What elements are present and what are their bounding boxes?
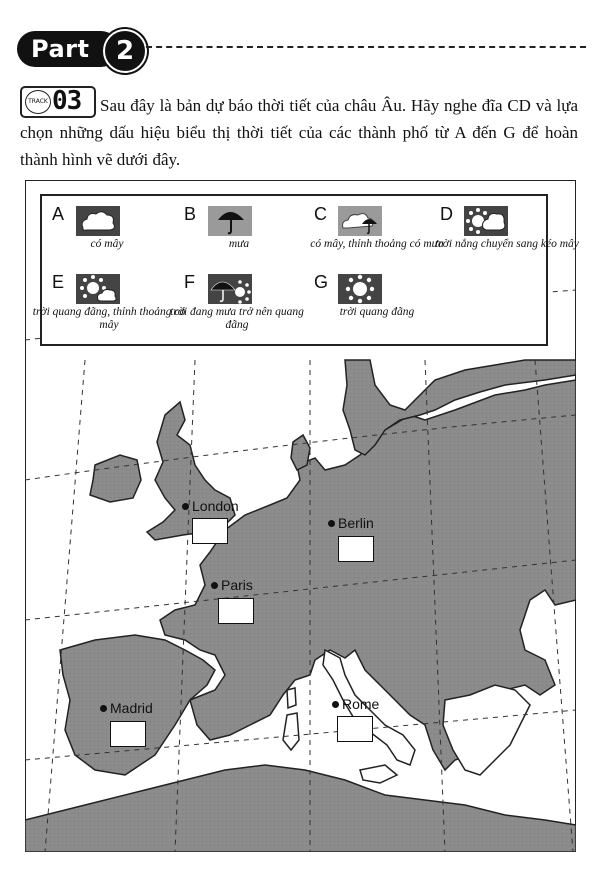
part-heading xyxy=(17,29,139,69)
city-dot xyxy=(182,503,189,510)
legend-letter: A xyxy=(52,204,65,224)
legend-letter: D xyxy=(440,204,453,224)
legend-letter: G xyxy=(314,272,329,292)
dashed-divider xyxy=(146,46,586,48)
legend-letter: C xyxy=(314,204,327,224)
city-name: Madrid xyxy=(110,700,153,716)
city-dot xyxy=(332,701,339,708)
city-madrid xyxy=(100,700,153,716)
city-dot xyxy=(211,582,218,589)
legend-caption: mưa xyxy=(228,238,250,250)
umbrella-icon xyxy=(208,206,252,236)
cd-icon: TRACK xyxy=(25,90,51,114)
corsica-land xyxy=(287,688,296,708)
answer-box-madrid[interactable] xyxy=(110,721,146,747)
sun-cloud-icon xyxy=(464,206,508,236)
city-london xyxy=(182,498,239,514)
sun-small-cloud-icon xyxy=(76,274,120,304)
city-name: London xyxy=(192,498,239,514)
answer-box-berlin[interactable] xyxy=(338,536,374,562)
part-number: 2 xyxy=(103,29,147,73)
weather-legend xyxy=(32,194,579,346)
city-paris xyxy=(211,577,253,593)
part-label: Part xyxy=(31,35,90,63)
answer-box-paris[interactable] xyxy=(218,598,254,624)
umbrella-sun-icon xyxy=(208,274,252,304)
legend-caption: trời quang đãng, thỉnh thoảng có mây xyxy=(32,306,186,331)
instructions-text: Sau đây là bản dự báo thời tiết của châu Âu. Hãy nghe đĩa CD và lựa chọn những dấu hiệu biểu thị thời tiết của các thành phố từ A đến G để hoàn thành hình vẽ dưới đây. xyxy=(20,96,578,169)
legend-caption: trời quang đãng xyxy=(339,306,415,318)
legend-caption: có mây xyxy=(90,238,124,250)
sun-icon xyxy=(338,274,382,304)
city-name: Berlin xyxy=(338,515,374,531)
city-dot xyxy=(328,520,335,527)
city-dot xyxy=(100,705,107,712)
legend-letter: B xyxy=(184,204,197,224)
answer-box-london[interactable] xyxy=(192,518,228,544)
city-name: Paris xyxy=(221,577,253,593)
cloud-icon xyxy=(76,206,120,236)
legend-letter: F xyxy=(184,272,195,292)
city-rome xyxy=(332,696,379,712)
track-number: 03 xyxy=(52,86,82,116)
legend-caption: trời nắng chuyển sang kéo mây xyxy=(435,238,579,250)
city-name: Rome xyxy=(342,696,380,712)
instructions xyxy=(20,92,578,173)
answer-box-rome[interactable] xyxy=(337,716,373,742)
legend-caption: trời đang mưa trở nên quang đãng xyxy=(170,306,304,331)
legend-caption: có mây, thỉnh thoảng có mưa xyxy=(310,238,444,250)
cloud-umbrella-icon xyxy=(338,206,382,236)
city-berlin xyxy=(328,515,374,531)
legend-letter: E xyxy=(52,272,65,292)
